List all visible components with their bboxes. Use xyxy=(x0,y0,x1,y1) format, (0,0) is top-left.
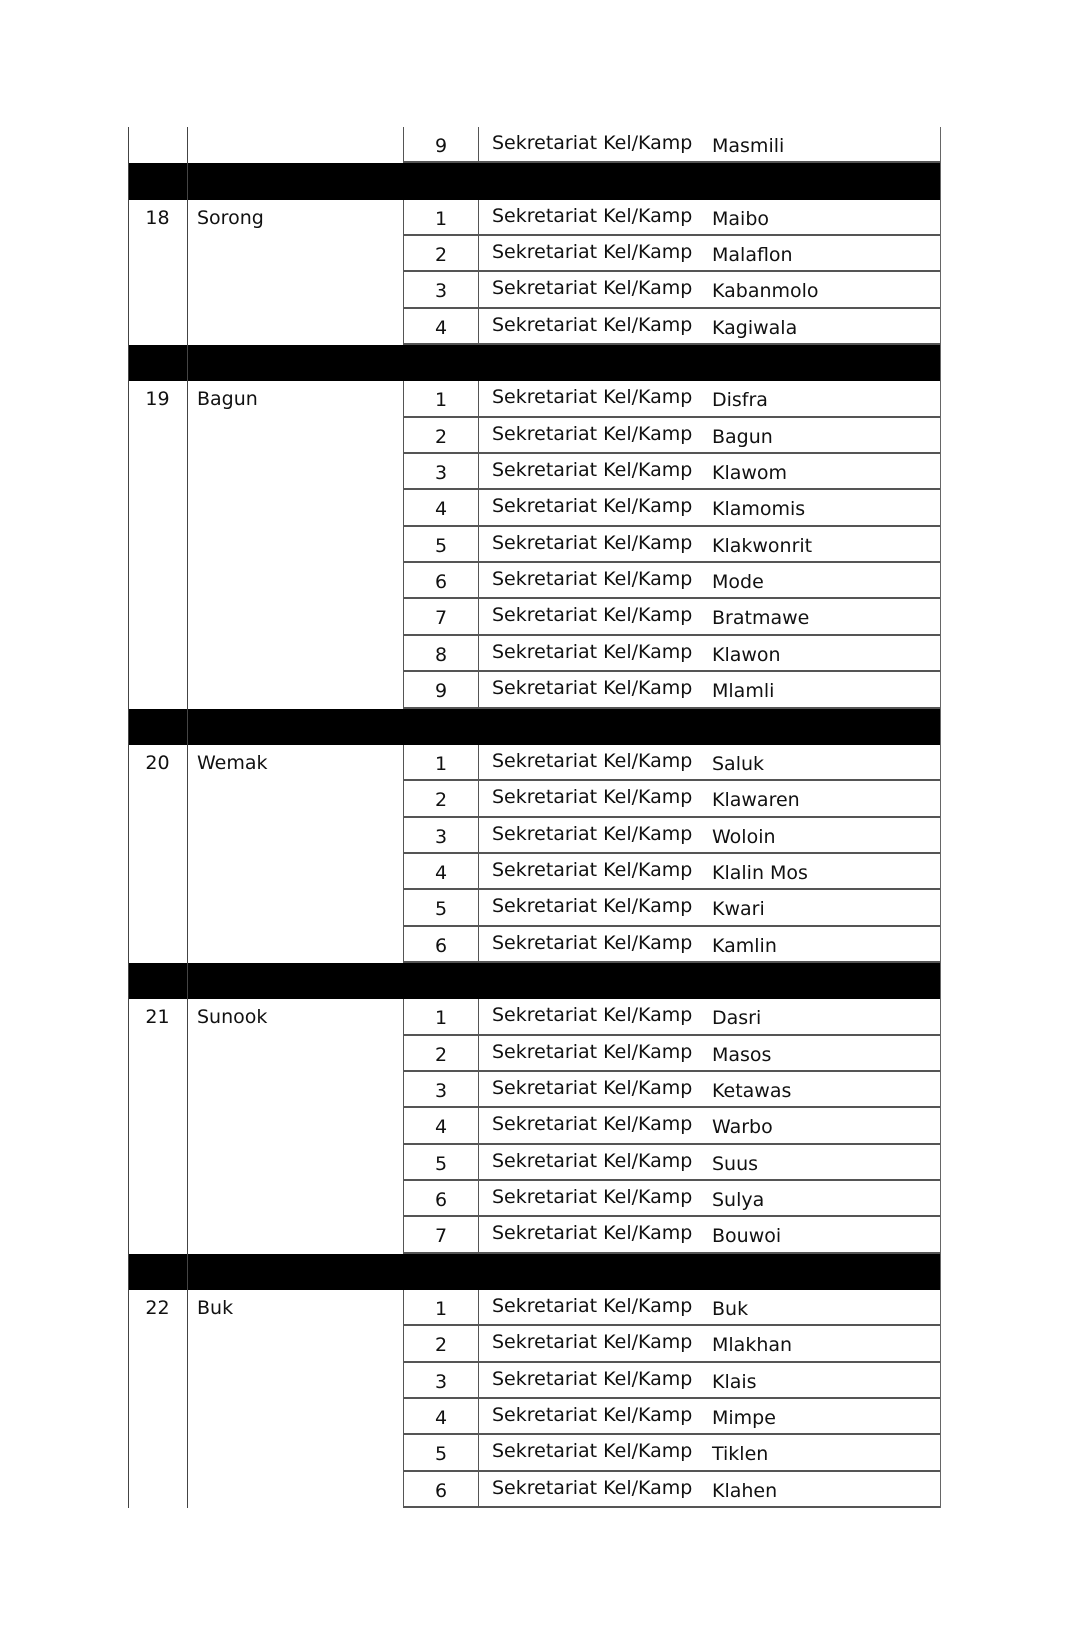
village-name-cell: Kagiwala xyxy=(712,316,798,339)
village-index-cell: 5 xyxy=(403,890,478,926)
village-index-cell: 4 xyxy=(403,854,478,890)
village-index-cell: 3 xyxy=(403,818,478,854)
village-index-cell: 2 xyxy=(403,1036,478,1072)
village-name-cell: Maibo xyxy=(712,207,769,230)
district-name-cell xyxy=(187,309,403,345)
district-name-cell xyxy=(187,418,403,454)
village-index-cell: 3 xyxy=(403,454,478,490)
district-number-cell xyxy=(128,1145,187,1181)
village-name-cell: Klais xyxy=(712,1370,757,1393)
table-row xyxy=(128,672,940,708)
district-number-cell xyxy=(128,1399,187,1435)
table-row xyxy=(128,200,940,236)
village-name-cell: Mode xyxy=(712,571,764,594)
district-name-cell xyxy=(187,1472,403,1508)
district-number-cell xyxy=(128,1217,187,1253)
district-number-cell: 18 xyxy=(145,206,170,229)
table-row xyxy=(128,563,940,599)
office-cell: Sekretariat Kel/Kamp xyxy=(478,563,690,599)
office-cell: Sekretariat Kel/Kamp xyxy=(478,127,690,163)
district-name-cell xyxy=(187,1326,403,1362)
district-number-cell xyxy=(128,1363,187,1399)
office-cell: Sekretariat Kel/Kamp xyxy=(478,818,690,854)
office-cell: Sekretariat Kel/Kamp xyxy=(478,1399,690,1435)
office-cell: Sekretariat Kel/Kamp xyxy=(478,599,690,635)
district-number-cell xyxy=(128,1326,187,1362)
village-index-cell: 2 xyxy=(403,1326,478,1362)
village-index-cell: 4 xyxy=(403,309,478,345)
village-index-cell: 2 xyxy=(403,781,478,817)
village-name-cell: Saluk xyxy=(712,752,765,775)
table-row xyxy=(128,745,940,781)
village-name-cell: Suus xyxy=(712,1152,759,1175)
district-number-cell xyxy=(128,1072,187,1108)
district-number-cell xyxy=(128,599,187,635)
office-cell: Sekretariat Kel/Kamp xyxy=(478,1036,690,1072)
district-number-cell xyxy=(128,854,187,890)
district-number-cell xyxy=(128,890,187,926)
district-name-cell xyxy=(187,272,403,308)
district-name-cell xyxy=(187,1072,403,1108)
table-row xyxy=(128,381,940,417)
village-name-cell: Woloin xyxy=(712,825,776,848)
district-name-cell xyxy=(187,781,403,817)
village-name-cell: Klalin Mos xyxy=(712,861,808,884)
district-name-cell: Bagun xyxy=(197,388,258,411)
office-cell: Sekretariat Kel/Kamp xyxy=(478,236,690,272)
village-name-cell: Disfra xyxy=(712,389,768,412)
district-name-cell xyxy=(187,490,403,526)
district-number-cell xyxy=(128,1181,187,1217)
village-index-cell: 7 xyxy=(403,1217,478,1253)
district-name-cell xyxy=(187,1217,403,1253)
district-number-cell: 19 xyxy=(145,388,170,411)
table-row xyxy=(128,999,940,1035)
village-index-cell: 2 xyxy=(403,418,478,454)
district-number-cell xyxy=(128,490,187,526)
village-name-cell: Bouwoi xyxy=(712,1225,782,1248)
district-number-cell xyxy=(128,818,187,854)
table-row xyxy=(128,890,940,926)
village-name-cell: Mimpe xyxy=(712,1407,776,1430)
office-cell: Sekretariat Kel/Kamp xyxy=(478,927,690,963)
table-left-border xyxy=(128,127,129,1508)
village-index-cell: 1 xyxy=(403,1290,478,1326)
office-cell: Sekretariat Kel/Kamp xyxy=(478,527,690,563)
office-cell: Sekretariat Kel/Kamp xyxy=(478,890,690,926)
office-cell: Sekretariat Kel/Kamp xyxy=(478,1363,690,1399)
table-row xyxy=(128,1435,940,1471)
district-name-cell xyxy=(187,563,403,599)
district-name-cell xyxy=(187,1181,403,1217)
district-number-cell xyxy=(128,563,187,599)
office-cell: Sekretariat Kel/Kamp xyxy=(478,1217,690,1253)
office-cell: Sekretariat Kel/Kamp xyxy=(478,381,690,417)
table-row xyxy=(128,418,940,454)
village-name-cell: Kamlin xyxy=(712,934,777,957)
district-number-cell xyxy=(128,1108,187,1144)
table-row xyxy=(128,1326,940,1362)
district-number-cell xyxy=(128,527,187,563)
district-name-cell xyxy=(187,1363,403,1399)
row-divider xyxy=(403,1506,940,1508)
village-index-cell: 2 xyxy=(403,236,478,272)
district-name-cell xyxy=(187,1145,403,1181)
district-number-cell xyxy=(128,454,187,490)
district-number-cell xyxy=(128,236,187,272)
office-cell: Sekretariat Kel/Kamp xyxy=(478,745,690,781)
village-name-cell: Kwari xyxy=(712,898,765,921)
table-row xyxy=(128,454,940,490)
section-separator-bar xyxy=(128,345,940,381)
table-row xyxy=(128,854,940,890)
office-cell: Sekretariat Kel/Kamp xyxy=(478,999,690,1035)
table-row xyxy=(128,1145,940,1181)
district-number-cell: 21 xyxy=(145,1006,170,1029)
office-cell: Sekretariat Kel/Kamp xyxy=(478,309,690,345)
district-number-cell xyxy=(128,127,187,163)
office-cell: Sekretariat Kel/Kamp xyxy=(478,854,690,890)
district-number-cell: 20 xyxy=(145,751,170,774)
office-cell: Sekretariat Kel/Kamp xyxy=(478,1181,690,1217)
district-name-cell xyxy=(187,1108,403,1144)
district-name-cell xyxy=(187,636,403,672)
office-cell: Sekretariat Kel/Kamp xyxy=(478,636,690,672)
village-index-cell: 5 xyxy=(403,527,478,563)
village-name-cell: Malaflon xyxy=(712,244,793,267)
district-name-cell xyxy=(187,527,403,563)
village-index-cell: 7 xyxy=(403,599,478,635)
village-index-cell: 4 xyxy=(403,1108,478,1144)
table-row xyxy=(128,599,940,635)
office-cell: Sekretariat Kel/Kamp xyxy=(478,1290,690,1326)
district-name-cell xyxy=(187,236,403,272)
village-name-cell: Masmili xyxy=(712,135,785,157)
district-number-cell xyxy=(128,672,187,708)
district-name-cell xyxy=(187,1435,403,1471)
village-name-cell: Tiklen xyxy=(712,1443,769,1466)
district-number-cell xyxy=(128,927,187,963)
district-number-cell xyxy=(128,636,187,672)
table-right-border xyxy=(940,127,941,1508)
table-row xyxy=(128,1399,940,1435)
village-name-cell: Bratmawe xyxy=(712,607,810,630)
section-separator-bar xyxy=(128,709,940,745)
district-number-cell: 22 xyxy=(145,1297,170,1319)
village-index-cell: 4 xyxy=(403,1399,478,1435)
village-name-cell: Buk xyxy=(712,1298,749,1320)
table-row xyxy=(128,1072,940,1108)
village-name-cell: Mlamli xyxy=(712,680,775,703)
village-name-cell: Klawaren xyxy=(712,789,800,812)
office-cell: Sekretariat Kel/Kamp xyxy=(478,672,690,708)
district-name-cell xyxy=(187,1036,403,1072)
village-index-cell: 6 xyxy=(403,1472,478,1508)
office-cell: Sekretariat Kel/Kamp xyxy=(478,454,690,490)
section-separator-bar xyxy=(128,163,940,199)
column-divider-district xyxy=(187,127,188,1508)
district-name-cell xyxy=(187,818,403,854)
section-separator-bar xyxy=(128,963,940,999)
village-index-cell: 4 xyxy=(403,490,478,526)
table-row xyxy=(128,1181,940,1217)
table-row xyxy=(128,818,940,854)
district-name-cell xyxy=(187,927,403,963)
table-row xyxy=(128,1363,940,1399)
table-row xyxy=(128,781,940,817)
village-index-cell: 6 xyxy=(403,563,478,599)
table-row xyxy=(128,127,940,163)
table-row xyxy=(128,309,940,345)
table-row xyxy=(128,636,940,672)
district-number-cell xyxy=(128,781,187,817)
village-index-cell: 6 xyxy=(403,927,478,963)
office-cell: Sekretariat Kel/Kamp xyxy=(478,418,690,454)
village-index-cell: 1 xyxy=(403,381,478,417)
village-index-cell: 9 xyxy=(403,127,478,163)
district-number-cell xyxy=(128,1036,187,1072)
office-cell: Sekretariat Kel/Kamp xyxy=(478,1072,690,1108)
village-index-cell: 1 xyxy=(403,745,478,781)
table-row xyxy=(128,1217,940,1253)
office-cell: Sekretariat Kel/Kamp xyxy=(478,781,690,817)
office-cell: Sekretariat Kel/Kamp xyxy=(478,1435,690,1471)
village-index-cell: 9 xyxy=(403,672,478,708)
office-cell: Sekretariat Kel/Kamp xyxy=(478,272,690,308)
district-number-cell xyxy=(128,418,187,454)
district-number-cell xyxy=(128,272,187,308)
village-name-cell: Ketawas xyxy=(712,1079,792,1102)
village-index-cell: 1 xyxy=(403,999,478,1035)
office-cell: Sekretariat Kel/Kamp xyxy=(478,490,690,526)
office-cell: Sekretariat Kel/Kamp xyxy=(478,1145,690,1181)
office-cell: Sekretariat Kel/Kamp xyxy=(478,1472,690,1508)
district-name-cell xyxy=(187,890,403,926)
village-name-cell: Klakwonrit xyxy=(712,534,813,557)
village-name-cell: Klawom xyxy=(712,462,788,485)
village-office-table xyxy=(128,127,940,1508)
village-index-cell: 3 xyxy=(403,1072,478,1108)
table-row xyxy=(128,1472,940,1508)
table-row xyxy=(128,1290,940,1326)
village-name-cell: Dasri xyxy=(712,1007,762,1030)
office-cell: Sekretariat Kel/Kamp xyxy=(478,1108,690,1144)
village-index-cell: 5 xyxy=(403,1145,478,1181)
district-name-cell: Sorong xyxy=(197,206,264,229)
district-name-cell: Sunook xyxy=(197,1006,268,1029)
district-name-cell xyxy=(187,127,403,163)
district-name-cell xyxy=(187,1399,403,1435)
table-row xyxy=(128,236,940,272)
village-name-cell: Klamomis xyxy=(712,498,806,521)
district-name-cell xyxy=(187,854,403,890)
village-name-cell: Klawon xyxy=(712,643,781,666)
village-name-cell: Kabanmolo xyxy=(712,280,819,303)
table-row xyxy=(128,527,940,563)
village-name-cell: Klahen xyxy=(712,1479,778,1502)
village-name-cell: Sulya xyxy=(712,1188,765,1211)
village-index-cell: 3 xyxy=(403,1363,478,1399)
section-separator-bar xyxy=(128,1254,940,1290)
table-row xyxy=(128,272,940,308)
village-index-cell: 5 xyxy=(403,1435,478,1471)
district-number-cell xyxy=(128,1435,187,1471)
district-name-cell xyxy=(187,672,403,708)
village-index-cell: 8 xyxy=(403,636,478,672)
village-name-cell: Bagun xyxy=(712,425,773,448)
district-name-cell xyxy=(187,454,403,490)
office-cell: Sekretariat Kel/Kamp xyxy=(478,200,690,236)
village-index-cell: 1 xyxy=(403,200,478,236)
office-cell: Sekretariat Kel/Kamp xyxy=(478,1326,690,1362)
table-row xyxy=(128,490,940,526)
village-name-cell: Mlakhan xyxy=(712,1334,793,1357)
table-row xyxy=(128,927,940,963)
district-name-cell xyxy=(187,599,403,635)
table-row xyxy=(128,1108,940,1144)
district-name-cell: Buk xyxy=(197,1297,234,1319)
village-name-cell: Masos xyxy=(712,1043,772,1066)
district-name-cell: Wemak xyxy=(197,751,268,774)
district-number-cell xyxy=(128,309,187,345)
table-row xyxy=(128,1036,940,1072)
village-index-cell: 6 xyxy=(403,1181,478,1217)
district-number-cell xyxy=(128,1472,187,1508)
village-name-cell: Warbo xyxy=(712,1116,773,1139)
village-index-cell: 3 xyxy=(403,272,478,308)
